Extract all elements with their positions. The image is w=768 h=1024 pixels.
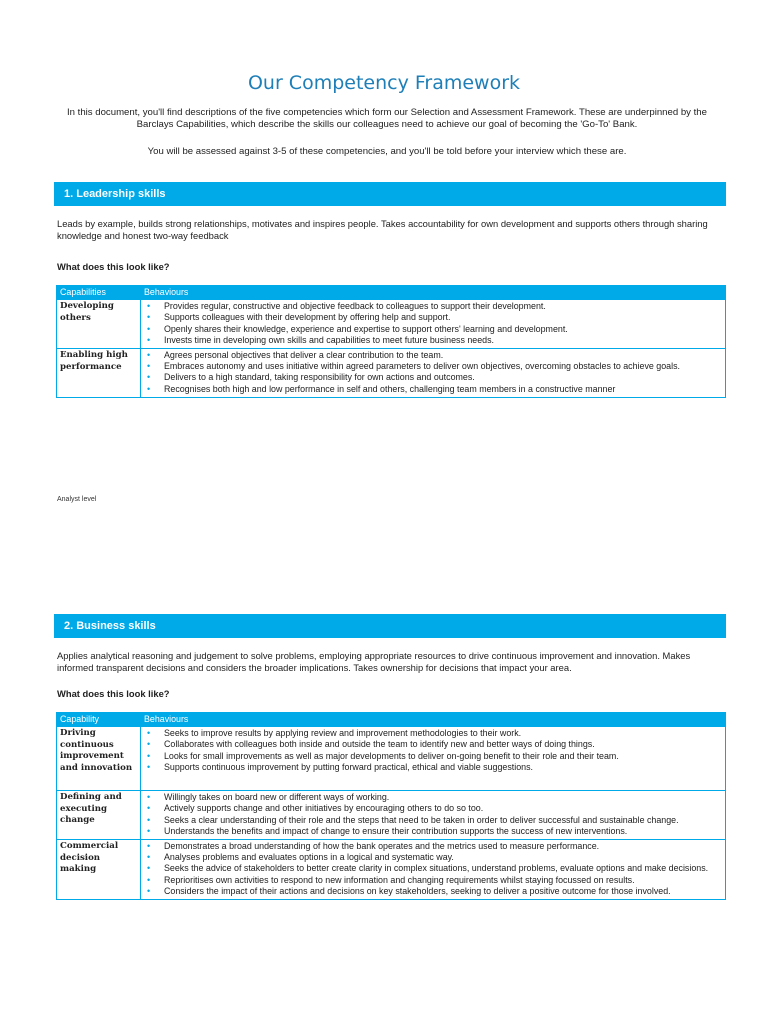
behaviour-item: • Invests time in developing own skills and capabilities to meet future business needs. bbox=[144, 335, 722, 346]
page-title: Our Competency Framework bbox=[247, 72, 521, 94]
behaviour-item: • Delivers to a high standard, taking responsibility for own actions and outcomes. bbox=[144, 372, 722, 383]
section-heading-leadership: 1. Leadership skills bbox=[54, 182, 726, 206]
intro-assessment-note: You will be assessed against 3-5 of these competencies, and you'll be told before your interview which these are. bbox=[147, 146, 627, 157]
behaviour-item: • Demonstrates a broad understanding of how the bank operates and the metrics used to measure performance. bbox=[144, 841, 722, 852]
table-row bbox=[57, 349, 726, 398]
behaviours-cell bbox=[140, 791, 725, 840]
behaviour-item: • Supports continuous improvement by putting forward practical, ethical and viable suggestions. bbox=[144, 762, 722, 773]
capability-name: Defining and executing change bbox=[57, 791, 141, 840]
intro-paragraph: In this document, you'll find descriptions of the five competencies which form our Selection and Assessment Framework. These are underpinned by the Barclays Capabilities, which describe the skills our colleagues need to achieve our goal of becoming the 'Go-To' Bank. bbox=[67, 107, 707, 130]
behaviour-item: • Supports colleagues with their development by offering help and support. bbox=[144, 312, 722, 323]
table-row bbox=[57, 791, 726, 840]
column-header-behaviours: Behaviours bbox=[140, 713, 725, 727]
capability-name: Enabling high performance bbox=[57, 349, 141, 398]
behaviours-cell bbox=[140, 727, 725, 791]
behaviour-item: • Agrees personal objectives that deliver a clear contribution to the team. bbox=[144, 350, 722, 361]
leadership-capabilities-table bbox=[56, 285, 726, 398]
capability-name: Commercial decision making bbox=[57, 840, 141, 900]
behaviour-item: • Considers the impact of their actions and decisions on key stakeholders, seeking to deliver a positive outcome for those involved. bbox=[144, 886, 722, 897]
behaviour-item: • Seeks a clear understanding of their role and the steps that need to be taken in order to deliver successful and sustainable change. bbox=[144, 815, 722, 826]
table-header-row bbox=[57, 713, 726, 727]
behaviour-item: • Embraces autonomy and uses initiative within agreed parameters to deliver own objectives, overcoming obstacles to achieve goals. bbox=[144, 361, 722, 372]
behaviour-item: • Collaborates with colleagues both inside and outside the team to identify new and better ways of doing things. bbox=[144, 739, 722, 750]
table-row bbox=[57, 300, 726, 349]
behaviour-item: • Analyses problems and evaluates options in a logical and systematic way. bbox=[144, 852, 722, 863]
behaviour-item: • Understands the benefits and impact of change to ensure their contribution supports the success of new interventions. bbox=[144, 826, 722, 837]
table-row bbox=[57, 840, 726, 900]
capability-name: Driving continuous improvement and innovation bbox=[57, 727, 141, 791]
column-header-capabilities: Capabilities bbox=[57, 286, 141, 300]
level-note: Analyst level bbox=[57, 496, 97, 503]
behaviour-item: • Willingly takes on board new or different ways of working. bbox=[144, 792, 722, 803]
column-header-behaviours: Behaviours bbox=[140, 286, 725, 300]
behaviours-cell bbox=[140, 300, 725, 349]
table-header-row bbox=[57, 286, 726, 300]
behaviour-item: • Openly shares their knowledge, experience and expertise to support others' learning and development. bbox=[144, 324, 722, 335]
behaviours-cell bbox=[140, 840, 725, 900]
behaviours-cell bbox=[140, 349, 725, 398]
behaviour-item: • Seeks to improve results by applying review and improvement methodologies to their work. bbox=[144, 728, 722, 739]
section-heading-business: 2. Business skills bbox=[54, 614, 726, 638]
section-description-leadership: Leads by example, builds strong relationships, motivates and inspires people. Takes accountability for own development and supports others through sharing knowledge and honest two-way feedback bbox=[57, 218, 708, 241]
behaviour-item: • Recognises both high and low performance in self and others, challenging team members in a constructive manner bbox=[144, 384, 722, 395]
capability-name: Developing others bbox=[57, 300, 141, 349]
business-capabilities-table bbox=[56, 712, 726, 900]
behaviour-item: • Reprioritises own activities to respond to new information and changing requirements whilst staying focussed on results. bbox=[144, 875, 722, 886]
behaviour-item: • Looks for small improvements as well as major developments to deliver on-going benefit to their role and their team. bbox=[144, 751, 722, 762]
table-row bbox=[57, 727, 726, 791]
section-description-business: Applies analytical reasoning and judgement to solve problems, employing appropriate resources to drive continuous improvement and innovation. Makes informed transparent decisions and considers the broader implications. Takes ownership for decisions that impact your area. bbox=[57, 650, 691, 673]
section-subheading-business: What does this look like? bbox=[57, 688, 170, 699]
behaviour-item: • Provides regular, constructive and objective feedback to colleagues to support their development. bbox=[144, 301, 722, 312]
behaviour-item: • Actively supports change and other initiatives by encouraging others to do so too. bbox=[144, 803, 722, 814]
section-subheading-leadership: What does this look like? bbox=[57, 261, 170, 272]
behaviour-item: • Seeks the advice of stakeholders to better create clarity in complex situations, understand problems, evaluate options and make decisions. bbox=[144, 863, 722, 874]
column-header-capability: Capability bbox=[57, 713, 141, 727]
